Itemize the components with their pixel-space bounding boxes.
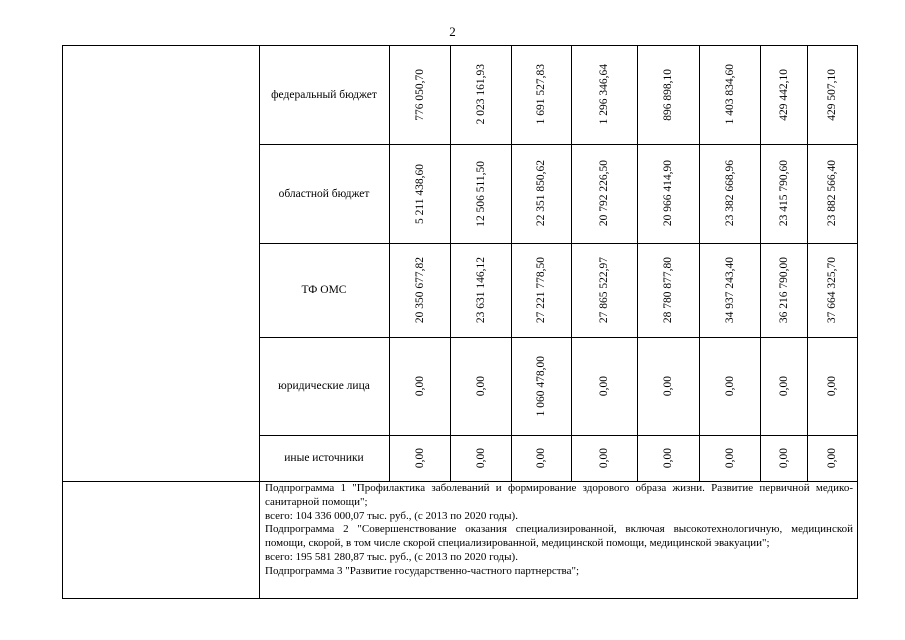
value-text: 0,00: [598, 375, 610, 397]
value-text: 0,00: [662, 447, 674, 469]
value-cell: [637, 337, 699, 435]
value-cell: [450, 45, 511, 144]
value-cell: [511, 243, 571, 337]
value-text: 27 221 778,50: [535, 256, 547, 324]
value-cell: [699, 243, 760, 337]
value-cell: [699, 435, 760, 481]
value-cell: [571, 45, 637, 144]
page-number: 2: [449, 24, 456, 39]
value-text: 0,00: [777, 447, 790, 469]
value-cell: [637, 45, 699, 144]
value-text: 36 216 790,00: [777, 256, 790, 324]
value-text: 34 937 243,40: [723, 256, 736, 324]
value-cell: [699, 337, 760, 435]
value-cell: [807, 435, 857, 481]
value-text: 1 060 478,00: [535, 355, 547, 417]
row-label: юридические лица: [278, 380, 370, 392]
value-text: 0,00: [826, 447, 838, 469]
value-text: 0,00: [413, 447, 426, 469]
value-text: 0,00: [723, 447, 736, 469]
value-cell: [511, 435, 571, 481]
value-cell: [450, 144, 511, 243]
value-cell: [760, 243, 807, 337]
value-cell: [571, 144, 637, 243]
value-text: 12 506 511,50: [474, 160, 487, 227]
value-cell: [389, 243, 450, 337]
value-text: 429 442,10: [777, 68, 790, 121]
value-text: 1 691 527,83: [535, 64, 547, 125]
value-cell: [760, 45, 807, 144]
value-text: 20 792 226,50: [598, 160, 610, 227]
description-line: Подпрограмма 2 "Совершенствование оказания специализированной, включая высокотехнологичную, медицинской помощи, скорой, в том числе скорой специализированной, медицинской помощи, медицинской эвакуации";: [265, 523, 853, 550]
value-text: 28 780 877,80: [662, 256, 674, 324]
value-text: 1 296 346,64: [598, 64, 610, 125]
table-border-right: [857, 45, 858, 599]
description-line: всего: 195 581 280,87 тыс. руб., (с 2013 по 2020 годы).: [265, 550, 518, 563]
value-cell: [389, 435, 450, 481]
description-line: всего: 104 336 000,07 тыс. руб., (с 2013 по 2020 годы).: [265, 509, 518, 522]
value-cell: [699, 144, 760, 243]
value-cell: [571, 243, 637, 337]
value-cell: [807, 337, 857, 435]
value-cell: [760, 337, 807, 435]
value-text: 429 507,10: [826, 68, 838, 121]
value-text: 0,00: [662, 375, 674, 397]
value-text: 0,00: [598, 447, 610, 469]
value-text: 0,00: [474, 375, 487, 397]
value-text: 0,00: [535, 447, 547, 469]
value-text: 23 631 146,12: [474, 256, 487, 324]
value-cell: [389, 337, 450, 435]
value-text: 37 664 325,70: [826, 256, 838, 324]
value-text: 0,00: [777, 375, 790, 397]
value-cell: [807, 144, 857, 243]
description-line: Подпрограмма 3 "Развитие государственно-частного партнерства";: [265, 564, 579, 577]
value-cell: [450, 435, 511, 481]
value-cell: [389, 45, 450, 144]
row-label: областной бюджет: [278, 187, 370, 200]
value-text: 776 050,70: [413, 68, 426, 121]
funding-table: [62, 45, 858, 599]
value-text: 23 415 790,60: [777, 160, 790, 227]
value-cell: [511, 45, 571, 144]
value-text: 23 382 668,96: [723, 160, 736, 227]
value-cell: [807, 45, 857, 144]
value-cell: [637, 243, 699, 337]
value-cell: [760, 435, 807, 481]
value-cell: [450, 243, 511, 337]
value-text: 20 350 677,82: [413, 256, 426, 324]
value-cell: [760, 144, 807, 243]
value-cell: [511, 144, 571, 243]
value-text: 0,00: [474, 447, 487, 469]
value-text: 2 023 161,93: [474, 64, 487, 125]
table-border-left: [62, 45, 63, 599]
value-text: 0,00: [826, 375, 838, 397]
value-text: 22 351 850,62: [535, 160, 547, 227]
value-cell: [511, 337, 571, 435]
value-cell: [389, 144, 450, 243]
value-text: 1 403 834,60: [723, 64, 736, 125]
value-text: 27 865 522,97: [598, 256, 610, 324]
value-cell: [699, 45, 760, 144]
value-cell: [571, 337, 637, 435]
subprogram-description: [265, 482, 853, 579]
value-cell: [637, 144, 699, 243]
value-text: 23 882 566,40: [826, 160, 838, 227]
value-text: 20 966 414,90: [662, 160, 674, 227]
row-label: иные источники: [284, 452, 364, 464]
value-text: 5 211 438,60: [413, 163, 426, 224]
value-text: 896 898,10: [662, 68, 674, 121]
value-cell: [571, 435, 637, 481]
description-line: Подпрограмма 1 "Профилактика заболеваний и формирование здорового образа жизни. Развитие первичной медико-санитарной помощи";: [265, 482, 853, 508]
table-border-bottom: [62, 598, 858, 599]
row-label: федеральный бюджет: [271, 88, 377, 101]
value-text: 0,00: [413, 375, 426, 397]
value-cell: [807, 243, 857, 337]
value-cell: [450, 337, 511, 435]
row-label: ТФ ОМС: [301, 284, 347, 296]
value-cell: [637, 435, 699, 481]
value-text: 0,00: [723, 375, 736, 397]
